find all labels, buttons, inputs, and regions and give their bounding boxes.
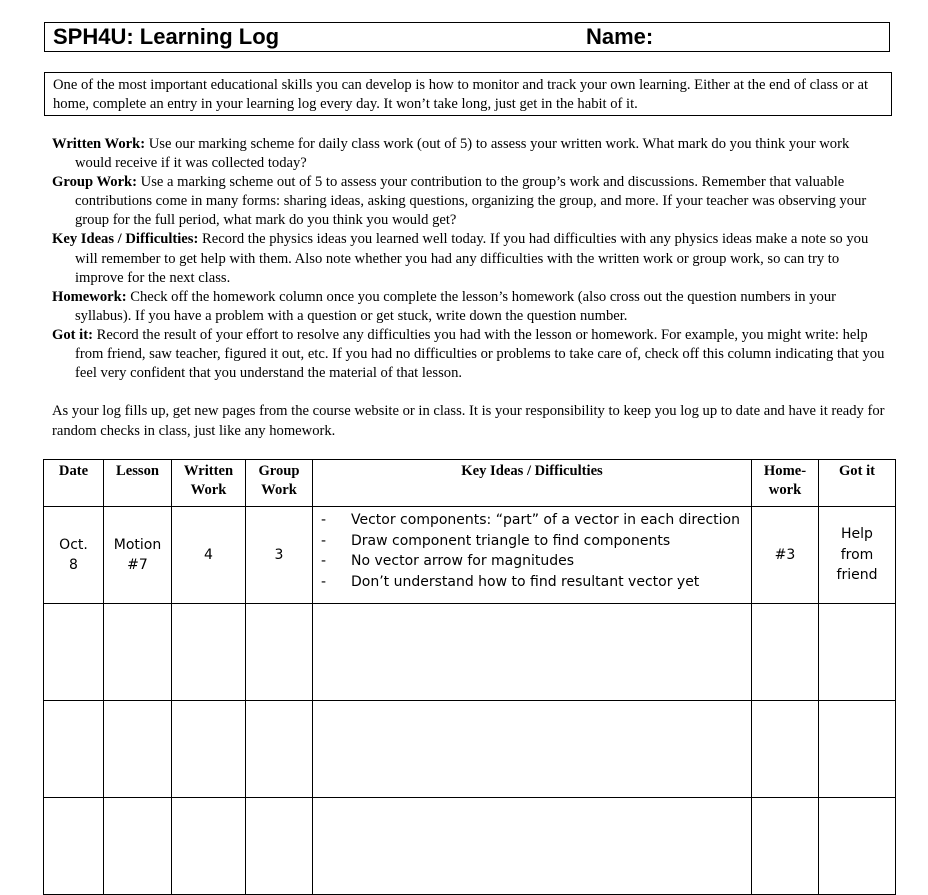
header-written-line1: Written [183, 463, 234, 479]
header-homework-line2: work [768, 482, 802, 498]
cell-group-work[interactable] [246, 701, 313, 798]
title-box [44, 22, 890, 52]
list-item [313, 551, 751, 572]
cell-key-ideas[interactable] [313, 507, 752, 604]
instruction-text: Record the physics ideas you learned well today. If you had difficulties with any physics ideas make a note so you will remember to get help with them. Also note whether you had any difficulties with the written work or group work, so can try to improve for the next class. [75, 231, 869, 286]
cell-written-work[interactable] [172, 701, 246, 798]
instruction-term: Written Work: [52, 136, 146, 152]
got-it-line2: from [840, 546, 874, 563]
closing-paragraph: As your log fills up, get new pages from the course website or in class. It is your responsibility to keep you log up to date and have it ready for random checks in class, just like any homework. [52, 403, 885, 439]
cell-date[interactable] [44, 604, 104, 701]
header-date-label: Date [58, 463, 89, 479]
got-it-line1: Help [841, 526, 873, 543]
header-group-line2: Work [261, 482, 297, 498]
header-group-line1: Group [258, 463, 300, 479]
header-written-work [172, 460, 246, 507]
cell-homework[interactable] [752, 507, 819, 604]
date-line2: 8 [69, 557, 78, 573]
header-written-line2: Work [190, 482, 227, 498]
instruction-term: Group Work: [52, 174, 138, 191]
cell-date[interactable] [44, 701, 104, 798]
instruction-text: Use our marking scheme for daily class work (out of 5) to assess your written work. What mark do you think your work would receive if it was collected today? [75, 136, 850, 172]
header-lesson-label: Lesson [116, 463, 159, 479]
cell-group-work[interactable] [246, 798, 313, 895]
instructions [52, 135, 888, 383]
date-line1: Oct. [59, 536, 88, 553]
key-ideas-list [313, 510, 751, 592]
page-title: SPH4U: Learning Log [53, 24, 280, 49]
cell-written-work[interactable] [172, 604, 246, 701]
got-it-line3: friend [836, 567, 878, 584]
instruction-group-work [52, 173, 888, 230]
cell-homework[interactable] [752, 701, 819, 798]
cell-lesson[interactable] [104, 604, 172, 701]
header-date [44, 460, 104, 507]
group-mark: 3 [274, 546, 284, 563]
header-key-ideas-label: Key Ideas / Difficulties [461, 463, 603, 479]
bullet-dash: - [321, 532, 327, 549]
table-row [44, 507, 896, 604]
cell-got-it[interactable] [819, 507, 896, 604]
table-row [44, 798, 896, 895]
bullet-dash: - [321, 512, 327, 528]
cell-homework[interactable] [752, 604, 819, 701]
instruction-term: Key Ideas / Difficulties: [52, 231, 199, 248]
instruction-text: Check off the homework column once you complete the lesson’s homework (also cross out the question numbers in your syllabus). If you have a problem with a question or get stuck, write down the question number. [75, 288, 836, 324]
homework-value: #3 [774, 546, 796, 563]
cell-group-work[interactable] [246, 507, 313, 604]
idea-text: Don’t understand how to find resultant vector yet [351, 573, 700, 590]
lesson-line1: Motion [113, 536, 162, 553]
cell-got-it[interactable] [819, 604, 896, 701]
cell-key-ideas[interactable] [313, 604, 752, 701]
cell-homework[interactable] [752, 798, 819, 895]
header-got-it-label: Got it [838, 463, 876, 479]
learning-log-table [43, 459, 896, 895]
cell-key-ideas[interactable] [313, 798, 752, 895]
cell-got-it[interactable] [819, 701, 896, 798]
list-item [313, 510, 751, 531]
table-row [44, 701, 896, 798]
table-row [44, 604, 896, 701]
instruction-got-it [52, 326, 888, 383]
header-group-work [246, 460, 313, 507]
header-homework [752, 460, 819, 507]
cell-lesson[interactable] [104, 798, 172, 895]
bullet-dash: - [321, 573, 327, 590]
bullet-dash: - [321, 553, 327, 569]
intro-box [44, 72, 892, 116]
name-label: Name: [586, 24, 654, 49]
header-homework-line1: Home- [763, 463, 807, 479]
cell-date[interactable] [44, 798, 104, 895]
written-mark: 4 [204, 546, 213, 563]
cell-got-it[interactable] [819, 798, 896, 895]
idea-text: No vector arrow for magnitudes [351, 553, 575, 569]
instruction-term: Got it: [52, 326, 93, 343]
instruction-text: Use a marking scheme out of 5 to assess your contribution to the group’s work and discussions. Remember that valuable contributions come in many forms: sharing ideas, asking questions, organizing the group, and more. If your teacher was observing your group for the full period, what mark do you think you would get? [75, 174, 867, 229]
cell-written-work[interactable] [172, 798, 246, 895]
lesson-line2: #7 [127, 557, 148, 573]
header-got-it [819, 460, 896, 507]
cell-lesson[interactable] [104, 701, 172, 798]
intro-text: One of the most important educational skills you can develop is how to monitor and track your own learning. Either at the end of class or at home, complete an entry in your learning log every day. It won’t take long, just get in the habit of it. [53, 77, 869, 112]
header-key-ideas [313, 460, 752, 507]
cell-date[interactable] [44, 507, 104, 604]
instruction-written-work [52, 135, 888, 173]
header-lesson [104, 460, 172, 507]
instruction-homework [52, 288, 888, 326]
header-row [44, 460, 896, 507]
idea-text: Draw component triangle to find components [351, 532, 671, 549]
cell-key-ideas[interactable] [313, 701, 752, 798]
list-item [313, 531, 751, 552]
cell-group-work[interactable] [246, 604, 313, 701]
cell-lesson[interactable] [104, 507, 172, 604]
idea-text: Vector components: “part” of a vector in each direction [351, 512, 740, 528]
cell-written-work[interactable] [172, 507, 246, 604]
list-item [313, 572, 751, 593]
instruction-text: Record the result of your effort to resolve any difficulties you had with the lesson or homework. For example, you might write: help from friend, saw teacher, figured it out, etc. If you had no difficulties or problems to take care of, check off this column indicating that you feel very confident that you understand the material of that lesson. [75, 326, 885, 382]
instruction-term: Homework: [52, 288, 127, 305]
instruction-key-ideas [52, 230, 888, 287]
